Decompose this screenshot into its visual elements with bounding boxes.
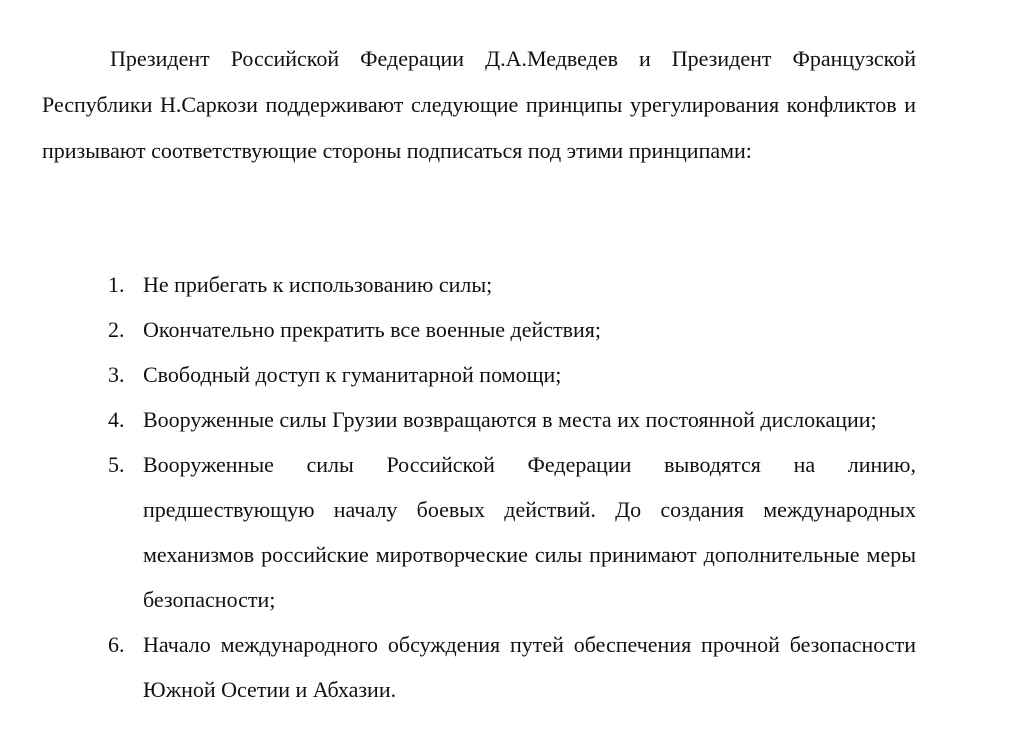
list-item bbox=[0, 622, 1024, 712]
list-item-text: Вооруженные силы Российской Федерации выводятся на линию, предшествующую началу боевых действий. До создания международных механизмов российские миротворческие силы принимают дополнительные меры безопасности; bbox=[143, 452, 916, 612]
principles-list bbox=[0, 262, 1024, 712]
list-item bbox=[0, 352, 1024, 397]
list-item-number: 4. bbox=[108, 407, 125, 432]
list-item bbox=[0, 442, 1024, 622]
list-item-number: 5. bbox=[108, 452, 125, 477]
list-item bbox=[0, 307, 1024, 352]
list-item bbox=[0, 262, 1024, 307]
list-item-number: 3. bbox=[108, 362, 125, 387]
list-item-text: Не прибегать к использованию силы; bbox=[143, 272, 493, 297]
list-item-text: Вооруженные силы Грузии возвращаются в места их постоянной дислокации; bbox=[143, 407, 877, 432]
list-item-number: 2. bbox=[108, 317, 125, 342]
list-item-text: Свободный доступ к гуманитарной помощи; bbox=[143, 362, 562, 387]
list-item-text: Окончательно прекратить все военные действия; bbox=[143, 317, 602, 342]
list-item bbox=[0, 397, 1024, 442]
list-item-number: 1. bbox=[108, 272, 125, 297]
list-item-number: 6. bbox=[108, 632, 125, 657]
list-item-text: Начало международного обсуждения путей обеспечения прочной безопасности Южной Осетии и Абхазии. bbox=[143, 632, 916, 702]
intro-paragraph: Президент Российской Федерации Д.А.Медведев и Президент Французской Республики Н.Саркози поддерживают следующие принципы урегулирования конфликтов и призывают соответствующие стороны подписаться под этими принципами: bbox=[42, 46, 916, 163]
